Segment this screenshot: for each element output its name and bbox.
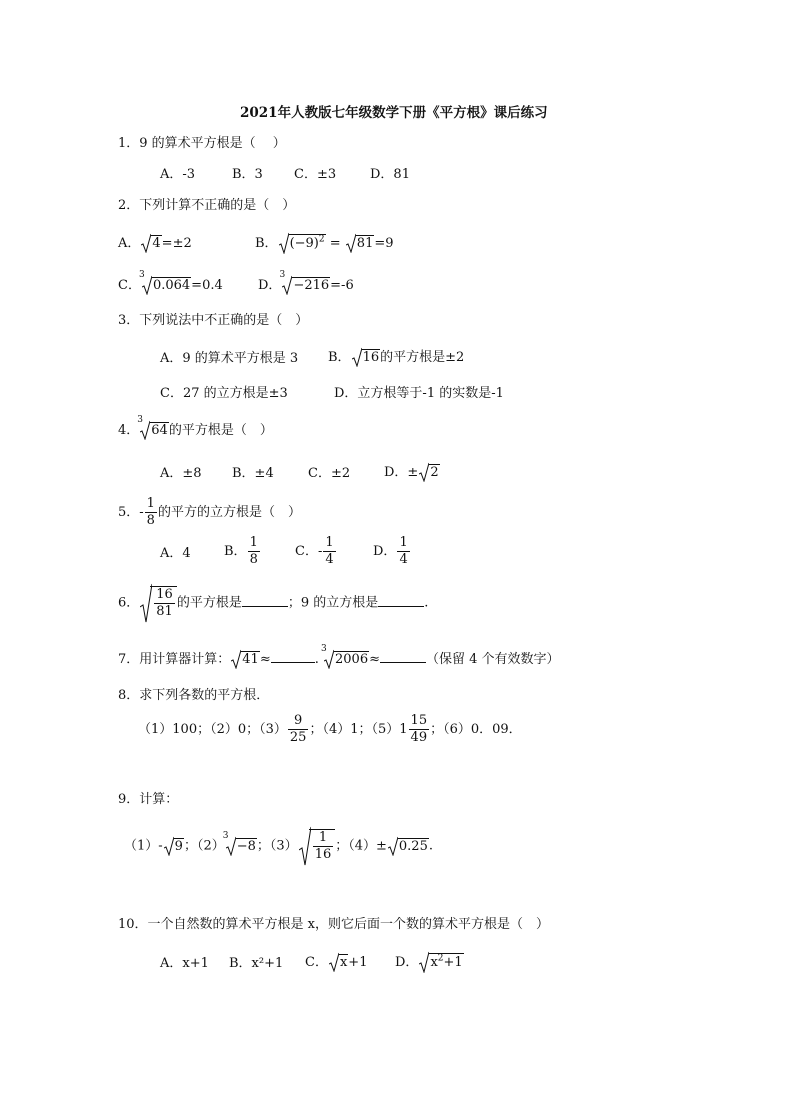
items-text: （1）- <box>124 838 163 854</box>
radicand: 41 <box>242 652 259 667</box>
radical <box>231 651 260 669</box>
radical <box>279 234 326 253</box>
q4-option-c: C．±2 <box>308 466 351 481</box>
radicand: 9 <box>174 838 183 854</box>
question-number: 6． <box>118 595 140 611</box>
q1-option-c: C．±3 <box>294 167 337 182</box>
equals: = <box>329 236 341 251</box>
cube-root <box>222 830 257 856</box>
end-mark: . <box>428 838 433 854</box>
option-label: C． <box>305 955 328 970</box>
radical <box>388 838 429 856</box>
option-label: C．- <box>295 544 323 559</box>
numerator: 16 <box>156 587 173 602</box>
q4-option-a: A．±8 <box>160 466 202 481</box>
cube-root <box>137 415 169 440</box>
text: 的平方根是 <box>176 595 242 611</box>
exponent: 2 <box>318 234 325 245</box>
items-text: （1）100；（2）0；（3） <box>138 722 287 737</box>
numerator: 15 <box>410 713 428 728</box>
question-number: 5．- <box>118 505 144 520</box>
answer-blank[interactable] <box>378 606 424 607</box>
question-10-stem: 10．一个自然数的算术平方根是 x，则它后面一个数的算术平方根是（ ） <box>118 917 550 932</box>
q5-option-a: A．4 <box>160 546 191 561</box>
numerator: 1 <box>313 830 334 847</box>
option-label: D． <box>395 955 419 970</box>
q10-option-a: A．x+1 <box>160 956 209 971</box>
fraction <box>288 713 309 746</box>
fraction <box>154 587 175 620</box>
answer-blank[interactable] <box>242 606 288 607</box>
q4-option-d <box>384 464 440 482</box>
question-5-stem <box>118 496 301 529</box>
radical <box>346 235 375 253</box>
question-2-stem: 2．下列计算不正确的是（ ） <box>118 198 296 213</box>
q3-option-b <box>328 349 464 367</box>
root-index: 3 <box>222 830 229 841</box>
result: =0.4 <box>191 278 223 293</box>
fraction <box>409 713 430 746</box>
radicand: −8 <box>236 838 256 854</box>
radicand: 16 <box>362 350 380 365</box>
end-mark: . <box>424 595 429 611</box>
option-label: C． <box>118 278 141 293</box>
items-text: ；（2） <box>183 838 225 854</box>
cube-root <box>279 270 330 295</box>
denominator: 16 <box>314 847 332 862</box>
q2-option-a <box>118 235 192 253</box>
cube-root <box>321 644 369 669</box>
question-9-items <box>124 829 433 863</box>
note: （保留 4 个有效数字） <box>426 652 560 667</box>
numerator: 9 <box>288 713 309 730</box>
document-title: 2021年人教版七年级数学下册《平方根》课后练习 <box>240 105 548 121</box>
option-label: B． <box>255 236 278 251</box>
numerator: 1 <box>249 535 258 550</box>
denominator: 81 <box>156 604 173 619</box>
result: =-6 <box>330 278 354 293</box>
question-8-items <box>138 713 522 746</box>
q5-option-b <box>224 535 261 568</box>
stem-text: 的平方的立方根是（ ） <box>157 505 301 520</box>
q3-option-a: A．9 的算术平方根是 3 <box>160 351 299 366</box>
q5-option-c <box>295 535 337 568</box>
denominator: 49 <box>410 730 428 745</box>
items-text: ；（3） <box>256 838 298 854</box>
option-label: B． <box>328 350 351 365</box>
fraction <box>248 535 260 568</box>
question-3-stem: 3．下列说法中不正确的是（ ） <box>118 313 309 328</box>
option-text: 的平方根是±2 <box>380 350 465 365</box>
root-index: 3 <box>138 270 145 280</box>
option-label: D． <box>258 278 282 293</box>
radical <box>419 953 463 972</box>
option-label: D． <box>373 544 397 559</box>
radicand: −216 <box>293 278 330 293</box>
radicand: 2006 <box>335 652 369 667</box>
denominator: 4 <box>399 552 408 567</box>
q10-option-c <box>305 954 367 972</box>
q5-option-d <box>373 535 411 568</box>
radicand: 4 <box>152 236 161 251</box>
q2-option-b <box>255 234 394 253</box>
radicand-tail: +1 <box>443 955 463 970</box>
q1-option-b: B．3 <box>232 167 263 182</box>
radicand: 0.25 <box>398 838 428 854</box>
items-text: ；（6）0．09． <box>430 722 522 737</box>
question-7 <box>118 644 560 669</box>
question-1-stem: 1．9 的算术平方根是（ ） <box>118 136 286 151</box>
cube-root <box>138 270 191 295</box>
question-9-stem: 9．计算： <box>118 792 179 807</box>
fraction <box>323 535 335 568</box>
q3-option-d: D．立方根等于-1 的实数是-1 <box>334 386 504 401</box>
q2-option-d <box>258 270 354 295</box>
radical <box>329 954 348 972</box>
text: ；9 的立方根是 <box>287 595 379 611</box>
exponent: 2 <box>437 953 444 964</box>
numerator: 1 <box>399 535 408 550</box>
approx-sign: ≈ <box>259 652 271 667</box>
option-label: A． <box>118 236 141 251</box>
radical <box>419 464 439 482</box>
denominator: 4 <box>325 552 334 567</box>
fraction <box>313 830 334 863</box>
radicand: 64 <box>151 423 168 438</box>
numerator: 1 <box>325 535 334 550</box>
radicand: (−9) <box>289 236 319 251</box>
denominator: 8 <box>146 513 155 528</box>
result: +1 <box>348 955 368 970</box>
denominator: 25 <box>289 730 307 745</box>
stem-text: 的平方根是（ ） <box>168 423 273 438</box>
radical <box>299 829 336 863</box>
radicand: 0.064 <box>152 278 191 293</box>
q4-option-b: B．±4 <box>232 466 274 481</box>
q2-option-c <box>118 270 223 295</box>
radicand: 81 <box>356 236 374 251</box>
root-index: 3 <box>279 270 286 280</box>
items-text: ；（4）± <box>335 838 387 854</box>
question-8-stem: 8．求下列各数的平方根． <box>118 688 270 703</box>
approx-sign: ≈ <box>369 652 381 667</box>
radical <box>352 349 381 367</box>
result: =±2 <box>161 236 192 251</box>
radical <box>140 586 177 620</box>
radical <box>164 838 184 856</box>
radical <box>141 235 161 253</box>
result: =9 <box>374 236 394 251</box>
items-text: ；（4）1；（5）1 <box>309 722 408 737</box>
answer-blank[interactable] <box>271 662 315 663</box>
numerator: 1 <box>146 496 155 511</box>
root-index: 3 <box>137 415 144 425</box>
denominator: 8 <box>249 552 258 567</box>
q3-option-c: C．27 的立方根是±3 <box>160 386 288 401</box>
radicand: x <box>430 955 438 970</box>
question-4-stem <box>118 415 273 440</box>
radicand: 2 <box>430 465 439 480</box>
q1-option-a: A．-3 <box>160 167 196 182</box>
separator: . <box>314 652 319 667</box>
stem-text: 7．用计算器计算： <box>118 652 231 667</box>
fraction <box>145 496 157 529</box>
root-index: 3 <box>321 644 327 654</box>
answer-blank[interactable] <box>380 662 426 663</box>
q10-option-d <box>395 953 464 972</box>
q1-option-d: D．81 <box>370 167 410 182</box>
option-label: B． <box>224 544 247 559</box>
q10-option-b: B．x²+1 <box>229 956 284 971</box>
question-number: 4． <box>118 423 140 438</box>
radicand: x <box>339 955 348 970</box>
question-6 <box>118 586 428 620</box>
option-label: D．± <box>384 465 419 480</box>
fraction <box>397 535 409 568</box>
